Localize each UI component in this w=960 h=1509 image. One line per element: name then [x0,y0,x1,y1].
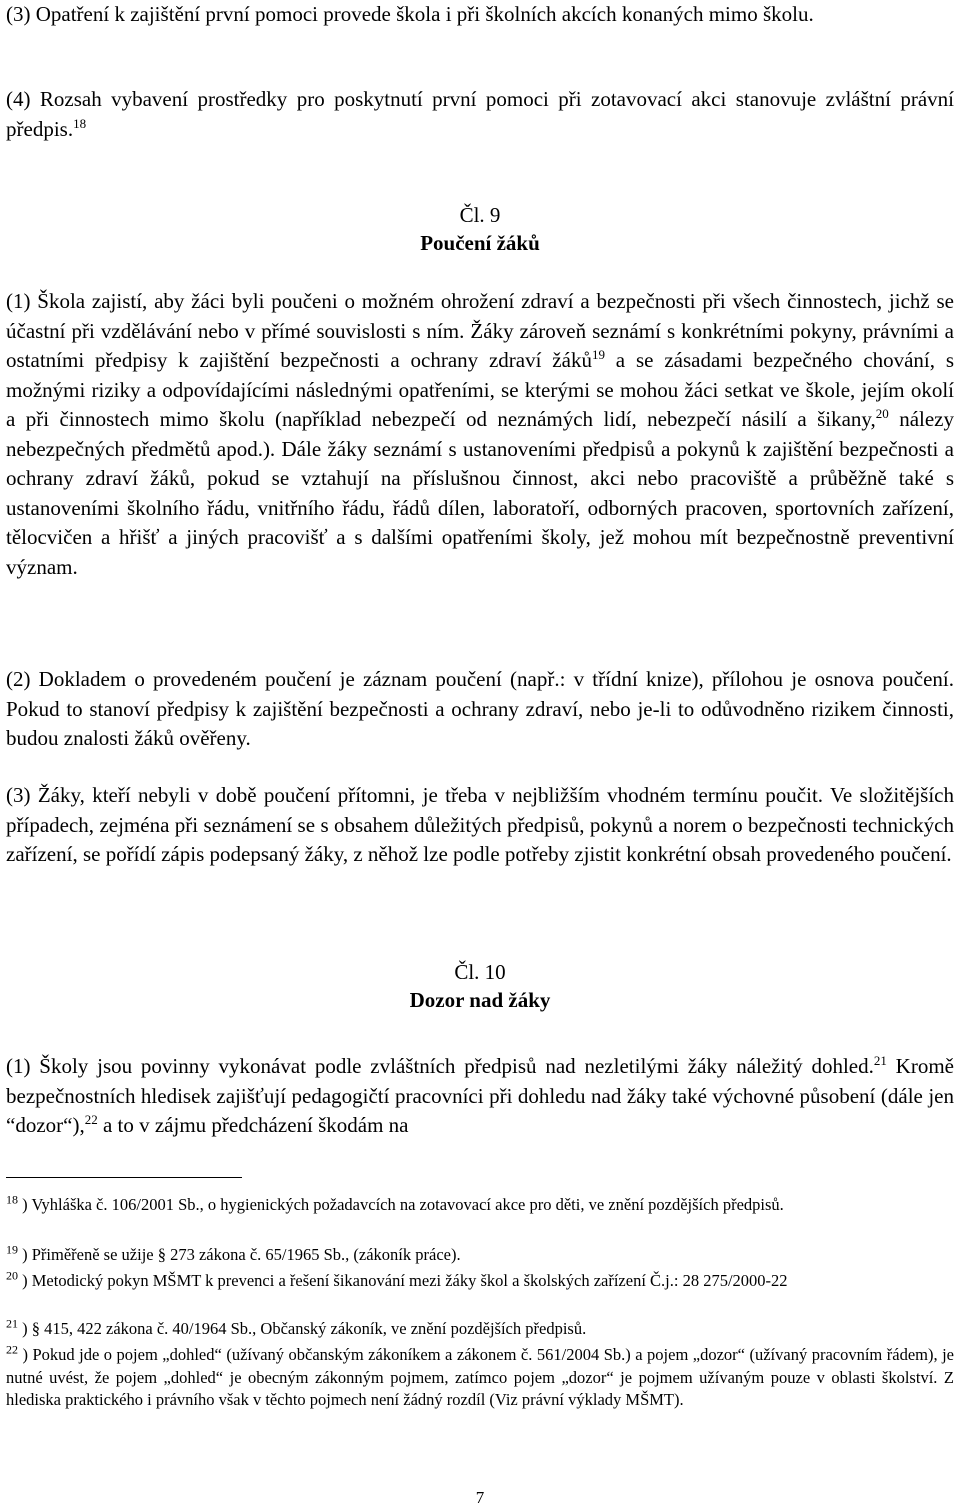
footnote-ref: 20 [875,406,889,421]
footnote-21 [6,1318,954,1341]
footnote-18 [6,1194,954,1217]
footnote-ref: 19 [591,347,605,362]
paragraph-text: (4) Rozsah vybavení prostředky pro poskytnutí první pomoci při zotavovací akci stanovuje zvláštní právní předpis. [6,87,954,141]
article-10-number: Čl. 10 [454,960,506,984]
paragraph-text: nálezy nebezpečných předmětů apod.). Dále žáky seznámí s ustanoveními předpisů a pokynů k zajištění bezpečnosti a ochrany zdraví žáků, pokud se vztahují na příslušnou činnost, akci nebo pracoviště a průběžně také s ustanoveními školního řádu, vnitřního řádu, řádů dílen, laboratoří, odborných pracoven, sportovních zařízení, tělocvičen a hřišť a jiných pracovišť a s dalšími opatřeními školy, jež mohou mít bezpečnostně preventivní význam. [6,407,954,579]
article-10-title: Dozor nad žáky [409,988,551,1012]
paragraph-text: (3) Opatření k zajištění první pomoci provede škola i při školních akcích konaných mimo školu. [6,2,814,26]
footnote-number: 18 [6,1192,18,1207]
footnote-ref: 21 [873,1053,887,1068]
footnote-ref: 22 [84,1112,98,1127]
paragraph-text: (1) Škola zajistí, aby žáci byli poučeni o možném ohrožení zdraví a bezpečnosti při všech činnostech, jichž se účastní při vzdělávání nebo v přímé souvislosti s ním. Žáky zároveň seznámí s konkrétními pokyny, právními a ostatními předpisy k zajištění bezpečnosti a ochrany zdraví žáků [6,289,954,372]
footnote-text: ) Vyhláška č. 106/2001 Sb., o hygienických požadavcích na zotavovací akce pro děti, ve znění pozdějších předpisů. [18,1195,784,1214]
footnote-text: ) Přiměřeně se užije § 273 zákona č. 65/1965 Sb., (zákoník práce). [18,1245,461,1264]
paragraph-text: (1) Školy jsou povinny vykonávat podle zvláštních předpisů nad nezletilými žáky náležitý dohled. [6,1054,874,1078]
footnote-19 [6,1244,954,1267]
footnote-separator [6,1177,242,1178]
footnote-text: ) § 415, 422 zákona č. 40/1964 Sb., Občanský zákoník, ve znění pozdějších předpisů. [18,1319,587,1338]
footnote-22 [6,1344,954,1412]
article-9-paragraph-1 [6,287,954,582]
paragraph-text: a to v zájmu předcházení škodám na [97,1113,409,1137]
footnote-text: ) Metodický pokyn MŠMT k prevenci a řešení šikanování mezi žáky škol a školských zařízení Č.j.: 28 275/2000-22 [18,1271,788,1290]
footnote-20 [6,1270,954,1293]
footnote-number: 20 [6,1268,18,1283]
article-9-number: Čl. 9 [459,203,501,227]
paragraph-first-aid-4 [6,85,954,144]
footnote-text: ) Pokud jde o pojem „dohled“ (užívaný občanským zákoníkem a zákonem č. 561/2004 Sb.) a pojem „dozor“ (užívaný pracovním řádem), je nutné uvést, že pojem „dohled“ je obecným zákonným pojmem, zatímco pojem „dozor“ je pojmem užívaným pouze v oblasti školství. Z hlediska praktického i právního však v těchto pojmech není žádný rozdíl (Viz právní výklady MŠMT). [6,1345,954,1409]
article-10-paragraph-1 [6,1052,954,1141]
article-9-paragraph-2: (2) Dokladem o provedeném poučení je záznam poučení (např.: v třídní knize), přílohou je osnova poučení. Pokud to stanoví předpisy k zajištění bezpečnosti a ochrany zdraví, nebo je-li to odůvodněno rizikem činnosti, budou znalosti žáků ověřeny. [6,667,954,750]
paragraph-first-aid-3 [6,0,954,30]
footnote-ref: 18 [73,115,87,131]
article-9-title: Poučení žáků [420,231,540,255]
page-number: 7 [475,1488,485,1507]
footnote-number: 19 [6,1242,18,1257]
paragraph-text: Kromě bezpečnostních hledisek zajišťují pedagogičtí pracovníci při dohledu nad žáky také výchovné působení (dále jen “dozor“), [6,1054,954,1137]
footnote-number: 22 [6,1342,18,1357]
paragraph-text: a se zásadami bezpečného chování, s možnými riziky a odpovídajícími následnými opatřeními, se kterými se mohou žáci setkat ve škole, jejím okolí a při činnostech mimo školu (například nebezpečí od neznámých lidí, nebezpečí násilí a šikany, [6,348,954,431]
footnote-number: 21 [6,1316,18,1331]
article-9-paragraph-3: (3) Žáky, kteří nebyli v době poučení přítomni, je třeba v nejbližším vhodném termínu poučit. Ve složitějších případech, zejména při seznámení se s obsahem důležitých předpisů, pokynů a norem o bezpečnosti technických zařízení, se pořídí zápis podepsaný žáky, z něhož lze podle potřeby zjistit konkrétní obsah provedeného poučení. [6,783,954,866]
